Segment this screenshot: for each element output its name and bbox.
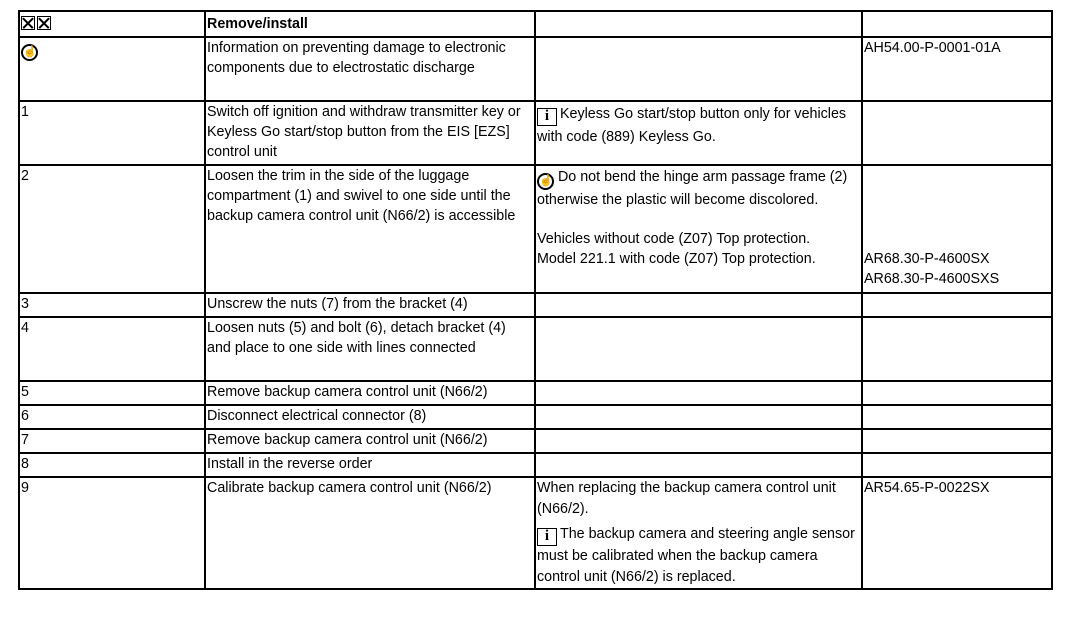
description-cell: Remove backup camera control unit (N66/2) bbox=[205, 429, 535, 453]
description-cell: Remove backup camera control unit (N66/2) bbox=[205, 381, 535, 405]
note-cell bbox=[535, 165, 862, 293]
procedure-table bbox=[18, 10, 1053, 590]
description-cell: Switch off ignition and withdraw transmitter key or Keyless Go start/stop button from the EIS [EZS] control unit bbox=[205, 101, 535, 165]
note-info bbox=[537, 524, 859, 588]
note-cell bbox=[535, 101, 862, 165]
description-cell: Loosen nuts (5) and bolt (6), detach bracket (4) and place to one side with lines connected bbox=[205, 317, 535, 381]
step-cell: 3 bbox=[19, 293, 205, 317]
note-condition: Model 221.1 with code (Z07) Top protection. bbox=[537, 251, 816, 267]
header-empty-cell bbox=[862, 11, 1052, 37]
note-cell bbox=[535, 453, 862, 477]
step-cell: 1 bbox=[19, 101, 205, 165]
header-empty-cell bbox=[535, 11, 862, 37]
note-cell bbox=[535, 37, 862, 101]
reference-link[interactable]: AR68.30-P-4600SX bbox=[864, 251, 990, 267]
reference-cell: AH54.00-P-0001-01A bbox=[862, 37, 1052, 101]
info-icon: i bbox=[537, 528, 557, 546]
warning-icon: ☝ bbox=[21, 44, 38, 61]
description-cell: Disconnect electrical connector (8) bbox=[205, 405, 535, 429]
description-cell: Calibrate backup camera control unit (N66/2) bbox=[205, 477, 535, 589]
header-row bbox=[19, 11, 1052, 37]
reference-cell bbox=[862, 165, 1052, 293]
warning-icon: ☝ bbox=[537, 173, 554, 190]
note-warning bbox=[537, 167, 859, 211]
description-cell: Unscrew the nuts (7) from the bracket (4) bbox=[205, 293, 535, 317]
note-cell bbox=[535, 293, 862, 317]
step-cell: 2 bbox=[19, 165, 205, 293]
reference-cell bbox=[862, 453, 1052, 477]
note-condition: Vehicles without code (Z07) Top protection. bbox=[537, 231, 811, 247]
table-row bbox=[19, 37, 1052, 101]
reference-cell bbox=[862, 477, 1052, 589]
table-row bbox=[19, 165, 1052, 293]
table-row bbox=[19, 405, 1052, 429]
step-cell bbox=[19, 37, 205, 101]
header-title-cell bbox=[205, 11, 535, 37]
step-cell: 4 bbox=[19, 317, 205, 381]
reference-cell bbox=[862, 429, 1052, 453]
table-row bbox=[19, 317, 1052, 381]
note-cell bbox=[535, 317, 862, 381]
remove-icon bbox=[21, 16, 35, 30]
reference-link[interactable]: AR68.30-P-4600SXS bbox=[864, 271, 1000, 287]
page-title: Remove/install bbox=[207, 16, 308, 32]
reference-cell bbox=[862, 101, 1052, 165]
note-text: When replacing the backup camera control unit (N66/2). bbox=[537, 480, 836, 517]
description-cell: Loosen the trim in the side of the luggage compartment (1) and swivel to one side until the backup camera control unit (N66/2) is accessible bbox=[205, 165, 535, 293]
step-cell: 6 bbox=[19, 405, 205, 429]
note-cell bbox=[535, 381, 862, 405]
reference-cell bbox=[862, 317, 1052, 381]
note-cell bbox=[535, 477, 862, 589]
table-row bbox=[19, 381, 1052, 405]
reference-cell bbox=[862, 405, 1052, 429]
info-icon: i bbox=[537, 108, 557, 126]
table-row bbox=[19, 477, 1052, 589]
table-row bbox=[19, 429, 1052, 453]
step-cell: 5 bbox=[19, 381, 205, 405]
step-cell: 9 bbox=[19, 477, 205, 589]
note-text: The backup camera and steering angle sensor must be calibrated when the backup camera control unit (N66/2) is replaced. bbox=[537, 526, 855, 585]
note-cell bbox=[535, 429, 862, 453]
note-text: Do not bend the hinge arm passage frame (2) otherwise the plastic will become discolored. bbox=[537, 169, 848, 208]
table-row bbox=[19, 293, 1052, 317]
header-icons-cell bbox=[19, 11, 205, 37]
step-cell: 8 bbox=[19, 453, 205, 477]
reference-cell bbox=[862, 293, 1052, 317]
note-cell bbox=[535, 405, 862, 429]
description-cell: Information on preventing damage to electronic components due to electrostatic discharge bbox=[205, 37, 535, 101]
step-cell: 7 bbox=[19, 429, 205, 453]
install-icon bbox=[37, 16, 51, 30]
table-row bbox=[19, 101, 1052, 165]
table-row bbox=[19, 453, 1052, 477]
reference-cell bbox=[862, 381, 1052, 405]
description-cell: Install in the reverse order bbox=[205, 453, 535, 477]
reference-link[interactable]: AR54.65-P-0022SX bbox=[864, 480, 990, 496]
note-text: Keyless Go start/stop button only for vehicles with code (889) Keyless Go. bbox=[537, 106, 847, 145]
